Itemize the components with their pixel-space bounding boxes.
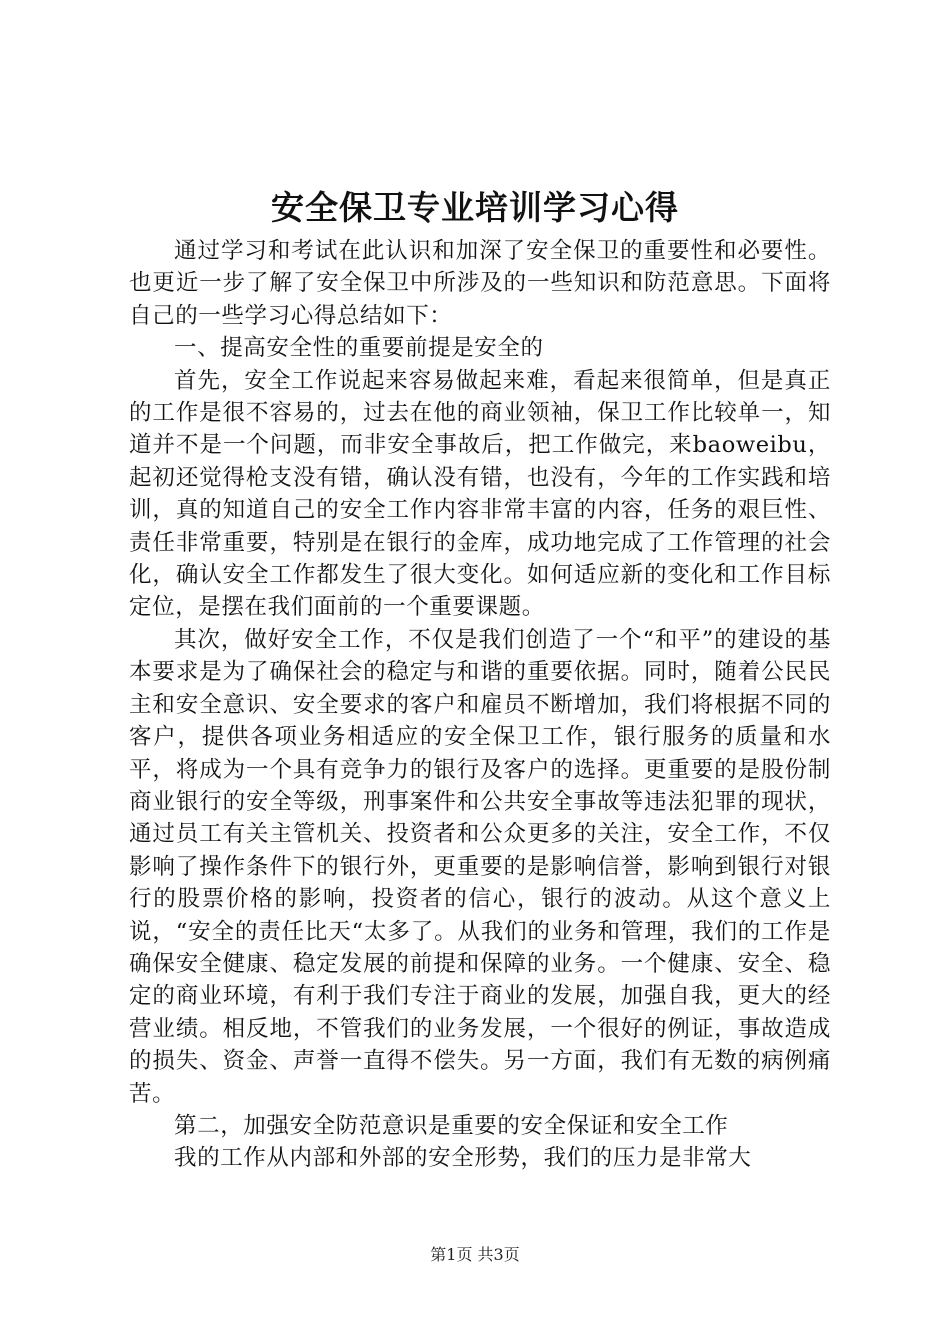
paragraph-third: 我的工作从内部和外部的安全形势，我们的压力是非常大 [174,1145,752,1172]
page-number-footer: 第1页 共3页 [430,1245,520,1264]
document-title: 安全保卫专业培训学习心得 [271,188,679,227]
paragraph-intro: 通过学习和考试在此认识和加深了安全保卫的重要性和必要性。也更近一步了解了安全保卫中所涉及的一些知识和防范意思。下面将自己的一些学习心得总结如下： [129,238,831,329]
section-heading-1: 一、提高安全性的重要前提是安全的 [174,335,544,362]
section-heading-2: 第二，加强安全防范意识是重要的安全保证和安全工作 [174,1112,729,1139]
document-body [129,235,831,1175]
paragraph-first: 首先，安全工作说起来容易做起来难，看起来很简单，但是真正的工作是很不容易的，过去在他的商业领袖，保卫工作比较单一，知道并不是一个问题，而非安全事故后，把工作做完，来baoweibu，起初还觉得枪支没有错，确认没有错，也没有，今年的工作实践和培训，真的知道自己的安全工作内容非常丰富的内容，任务的艰巨性、责任非常重要，特别是在银行的金库，成功地完成了工作管理的社会化，确认安全工作都发生了很大变化。如何适应新的变化和工作目标定位，是摆在我们面前的一个重要课题。 [129,367,831,621]
paragraph-second: 其次，做好安全工作，不仅是我们创造了一个“和平”的建设的基本要求是为了确保社会的稳定与和谐的重要依据。同时，随着公民民主和安全意识、安全要求的客户和雇员不断增加，我们将根据不同的客户，提供各项业务相适应的安全保卫工作，银行服务的质量和水平，将成为一个具有竞争力的银行及客户的选择。更重要的是股份制商业银行的安全等级，刑事案件和公共安全事故等违法犯罪的现状，通过员工有关主管机关、投资者和公众更多的关注，安全工作，不仅影响了操作条件下的银行外，更重要的是影响信誉，影响到银行对银行的股票价格的影响，投资者的信心，银行的波动。从这个意义上说，“安全的责任比天“太多了。从我们的业务和管理，我们的工作是确保安全健康、稳定发展的前提和保障的业务。一个健康、安全、稳定的商业环境，有利于我们专注于商业的发展，加强自我，更大的经营业绩。相反地，不管我们的业务发展，一个很好的例证，事故造成的损失、资金、声誉一直得不偿失。另一方面，我们有无数的病例痛苦。 [129,626,831,1107]
